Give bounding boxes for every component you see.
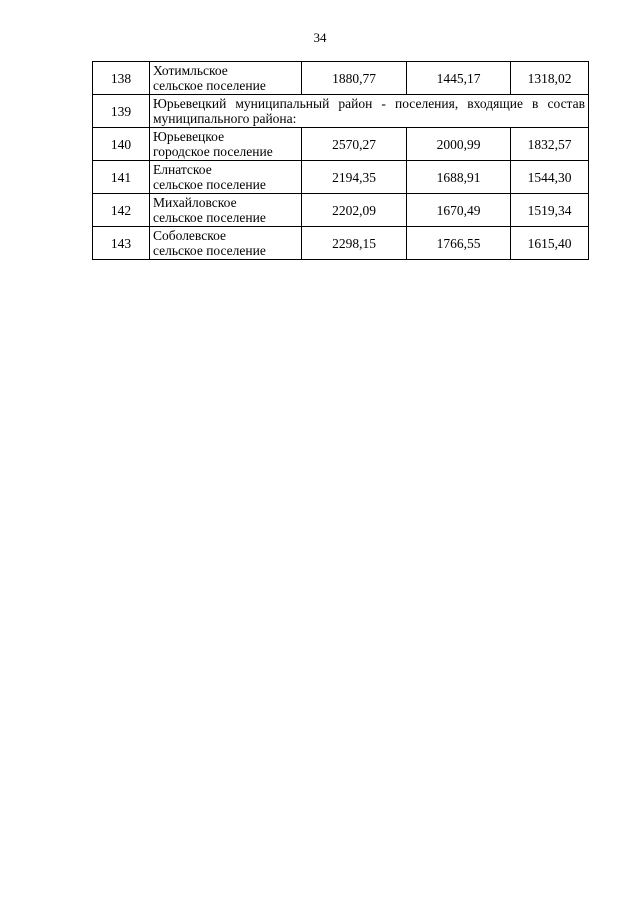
value-cell: 2194,35 (302, 161, 407, 194)
district-header: Юрьевецкий муниципальный район - поселения, входящие в состав муниципального района: (150, 95, 589, 128)
settlements-table (92, 61, 589, 260)
settlement-name-line1: Соболевское (153, 228, 226, 243)
settlement-name-line2: сельское поселение (153, 177, 266, 192)
value-cell: 1880,77 (302, 62, 407, 95)
value-cell: 1615,40 (511, 227, 589, 260)
settlement-name-line2: сельское поселение (153, 210, 266, 225)
settlement-name-line1: Елнатское (153, 162, 212, 177)
settlement-name-line2: сельское поселение (153, 78, 266, 93)
row-number: 142 (93, 194, 150, 227)
value-cell: 1670,49 (407, 194, 511, 227)
table-row (93, 161, 589, 194)
value-cell: 1519,34 (511, 194, 589, 227)
row-number: 141 (93, 161, 150, 194)
table-row (93, 194, 589, 227)
value-cell: 2298,15 (302, 227, 407, 260)
settlement-name (150, 194, 302, 227)
row-number: 138 (93, 62, 150, 95)
value-cell: 1544,30 (511, 161, 589, 194)
value-cell: 1688,91 (407, 161, 511, 194)
settlement-name (150, 161, 302, 194)
value-cell: 2000,99 (407, 128, 511, 161)
table-row (93, 128, 589, 161)
value-cell: 2202,09 (302, 194, 407, 227)
row-number: 140 (93, 128, 150, 161)
row-number: 143 (93, 227, 150, 260)
settlement-name-line1: Юрьевецкое (153, 129, 225, 144)
table-row (93, 227, 589, 260)
value-cell: 1445,17 (407, 62, 511, 95)
settlement-name-line2: городское поселение (153, 144, 273, 159)
value-cell: 1832,57 (511, 128, 589, 161)
settlement-name (150, 62, 302, 95)
value-cell: 1318,02 (511, 62, 589, 95)
settlement-name (150, 227, 302, 260)
row-number: 139 (93, 95, 150, 128)
table-row (93, 62, 589, 95)
settlement-name (150, 128, 302, 161)
settlement-name-line2: сельское поселение (153, 243, 266, 258)
value-cell: 2570,27 (302, 128, 407, 161)
settlement-name-line1: Михайловское (153, 195, 237, 210)
value-cell: 1766,55 (407, 227, 511, 260)
table-row (93, 95, 589, 128)
page-number: 34 (313, 30, 327, 45)
settlement-name-line1: Хотимльское (153, 63, 228, 78)
